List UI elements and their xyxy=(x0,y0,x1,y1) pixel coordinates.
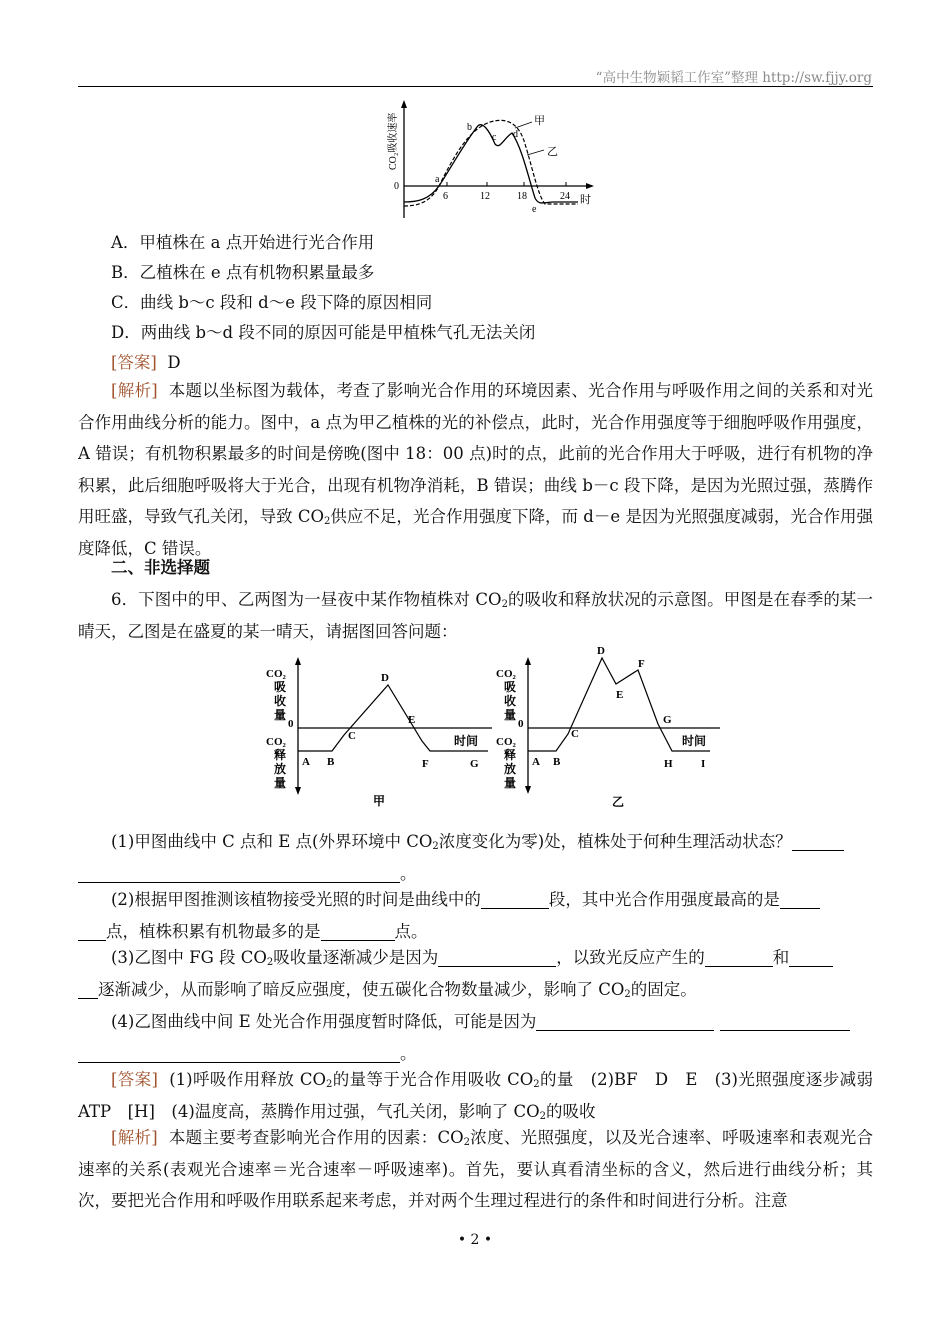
section-heading: 二、非选择题 xyxy=(111,558,210,577)
blank[interactable] xyxy=(705,948,773,967)
fig1-point-b: b xyxy=(467,122,472,133)
legend-yi: 乙 xyxy=(547,146,558,158)
blank[interactable] xyxy=(481,890,549,909)
jia-up-label: 量 xyxy=(274,708,287,722)
fig1-ylabel: CO₂吸收速率 xyxy=(388,112,399,170)
q6-sub1: (1)甲图曲线中 C 点和 E 点(外界环境中 $CO_2$浓度变化为零)处，植株处于何种生理活动状态？ 。 xyxy=(78,826,873,889)
yi-point-b: B xyxy=(553,756,561,768)
fig1-xunit: 时 xyxy=(580,194,591,206)
figure-jia xyxy=(262,655,497,815)
q6-answer: [答案] (1)呼吸作用释放 $CO_2$的量等于光合作用吸收 $CO_2$的量 (2)BF D E (3)光照强度逐步减弱 ATP [H] (4)温度高，蒸腾作用过强，气孔关闭，影响了 $CO_2$的吸收 xyxy=(78,1070,890,1122)
yi-down-label: 放 xyxy=(504,762,517,776)
yi-y-arrow-down xyxy=(525,786,531,794)
yi-zero: 0 xyxy=(518,718,524,730)
curve-yi-dashed xyxy=(404,120,578,206)
yi-up-label: 量 xyxy=(504,708,517,722)
jia-up-label: CO₂ xyxy=(266,668,286,680)
blank[interactable] xyxy=(78,922,106,941)
blank[interactable] xyxy=(78,1044,400,1063)
fig1-xtick-12: 12 xyxy=(480,191,490,202)
jia-xlabel: 时间 xyxy=(454,734,479,748)
option-c: C．曲线 b～c 段和 d～e 段下降的原因相同 xyxy=(111,293,433,312)
legend-jia: 甲 xyxy=(534,115,545,127)
answer-tag: [答案] xyxy=(111,353,157,372)
fig1-origin: 0 xyxy=(394,181,399,192)
jia-down-label: 量 xyxy=(274,776,287,790)
fig1-point-d: d xyxy=(513,129,518,140)
jia-down-label: 释 xyxy=(274,748,287,762)
jia-point-a: A xyxy=(302,756,310,768)
q5-answer xyxy=(111,351,181,375)
page-number: • 2 • xyxy=(457,1232,493,1248)
q6-sub2: (2)根据甲图推测该植物接受光照的时间是曲线中的 段，其中光合作用强度最高的是 点，植株积累有机物最多的是 点。 xyxy=(78,884,873,947)
yi-point-c: C xyxy=(571,728,579,740)
blank[interactable] xyxy=(789,948,833,967)
yi-point-d: D xyxy=(597,645,605,657)
blank[interactable] xyxy=(78,864,400,883)
blank[interactable] xyxy=(720,1012,850,1031)
fig1-point-c: c xyxy=(492,132,497,143)
yi-up-label: 吸 xyxy=(504,680,517,694)
fig1-point-e: e xyxy=(532,204,537,215)
q5-analysis: [解析] 本题以坐标图为载体，考查了影响光合作用的环境因素、光合作用与呼吸作用之间的关系和对光合作用曲线分析的能力。图中，a 点为甲乙植株的光的补偿点，此时，光合作用强度等于细胞呼吸作用强度，A 错误；有机物积累最多的时间是傍晚(图中 18：00 点)时的点，此前的光合作用大于呼吸，进行有机物的净积累，此后细胞呼吸将大于光合，出现有机物净消耗，B 错误；曲线 b－c 段下降，是因为光照过强，蒸腾作用旺盛，导致气孔关闭，导致 $CO_2$供应不足，光合作用强度下降，而 d－e 是因为光照强度减弱，光合作用强度降低，C 错误。 xyxy=(78,381,874,558)
q6-analysis: [解析] 本题主要考查影响光合作用的因素：$CO_2$浓度、光照强度，以及光合速率、呼吸速率和表观光合速率的关系(表观光合速率＝光合速率－呼吸速率)。首先，要认真看清坐标的含义，然后进行曲线分析；其次，要把光合作用和呼吸作用联系起来考虑，并对两个生理过程进行的条件和时间进行分析。注意 xyxy=(78,1128,873,1210)
option-b: B．乙植株在 e 点有机物积累量最多 xyxy=(111,263,375,282)
yi-up-label: 收 xyxy=(504,694,517,708)
blank[interactable] xyxy=(780,890,820,909)
jia-y-arrow-down xyxy=(295,787,301,795)
jia-up-label: 收 xyxy=(274,694,287,708)
yi-y-arrow-up xyxy=(525,657,531,665)
jia-caption: 甲 xyxy=(373,794,386,808)
analysis-tag: [解析] xyxy=(111,381,158,400)
fig1-xtick-6: 6 xyxy=(443,191,448,202)
yi-xlabel: 时间 xyxy=(682,734,707,748)
option-d: D．两曲线 b～d 段不同的原因可能是甲植株气孔无法关闭 xyxy=(111,323,536,342)
blank[interactable] xyxy=(321,922,395,941)
jia-point-c: C xyxy=(348,730,356,742)
q6-sub3: (3)乙图中 FG 段 $CO_2$吸收量逐渐减少是因为 ，以致光反应产生的 和 逐渐减少，从而影响了暗反应强度，使五碳化合物数量减少，影响了 $CO_2$的固定。 xyxy=(78,942,873,1005)
jia-point-e: E xyxy=(408,714,416,726)
jia-up-label: 吸 xyxy=(274,680,287,694)
jia-point-g: G xyxy=(470,758,479,770)
jia-point-d: D xyxy=(381,672,389,684)
curve-jia-solid xyxy=(404,125,578,203)
legend-yi-pointer xyxy=(527,150,544,155)
fig1-y-arrow xyxy=(401,100,407,108)
yi-point-h: H xyxy=(664,758,673,770)
blank[interactable] xyxy=(438,948,556,967)
jia-zero: 0 xyxy=(288,718,294,730)
yi-point-a: A xyxy=(532,756,540,768)
yi-point-f: F xyxy=(638,658,645,670)
yi-caption: 乙 xyxy=(612,795,625,809)
q6-stem: 6．下图中的甲、乙两图为一昼夜中某作物植株对 $CO_2$的吸收和释放状况的示意图。甲图是在春季的某一晴天，乙图是在盛夏的某一晴天，请据图回答问题： xyxy=(78,590,873,641)
yi-down-label: 量 xyxy=(504,776,517,790)
header-rule xyxy=(78,86,873,87)
figure-co2-rate xyxy=(382,100,602,225)
blank[interactable] xyxy=(78,980,98,999)
yi-point-e: E xyxy=(616,689,624,701)
legend-jia-pointer xyxy=(515,122,532,128)
fig1-xtick-18: 18 xyxy=(517,191,527,202)
analysis-tag: [解析] xyxy=(111,1128,158,1147)
yi-down-label: CO₂ xyxy=(496,736,516,748)
yi-up-label: CO₂ xyxy=(496,668,516,680)
figure-yi xyxy=(492,642,722,814)
fig1-point-a: a xyxy=(435,174,440,185)
jia-y-arrow-up xyxy=(295,657,301,665)
answer-value: D xyxy=(167,353,181,372)
option-a: A．甲植株在 a 点开始进行光合作用 xyxy=(111,233,375,252)
yi-point-g: G xyxy=(663,714,672,726)
jia-down-label: 放 xyxy=(274,762,287,776)
page-header: “高中生物颖韬工作室”整理 http://sw.fjjy.org xyxy=(595,70,872,86)
fig1-x-arrow xyxy=(586,183,594,189)
jia-point-f: F xyxy=(422,758,429,770)
fig1-xtick-24: 24 xyxy=(560,191,570,202)
answer-tag: [答案] xyxy=(111,1070,158,1089)
yi-down-label: 释 xyxy=(504,748,517,762)
jia-down-label: CO₂ xyxy=(266,736,286,748)
jia-point-b: B xyxy=(327,756,335,768)
q6-sub4: (4)乙图曲线中间 E 处光合作用强度暂时降低，可能是因为 。 xyxy=(78,1006,873,1069)
blank[interactable] xyxy=(792,832,844,851)
yi-point-i: I xyxy=(701,758,706,770)
blank[interactable] xyxy=(536,1012,714,1031)
